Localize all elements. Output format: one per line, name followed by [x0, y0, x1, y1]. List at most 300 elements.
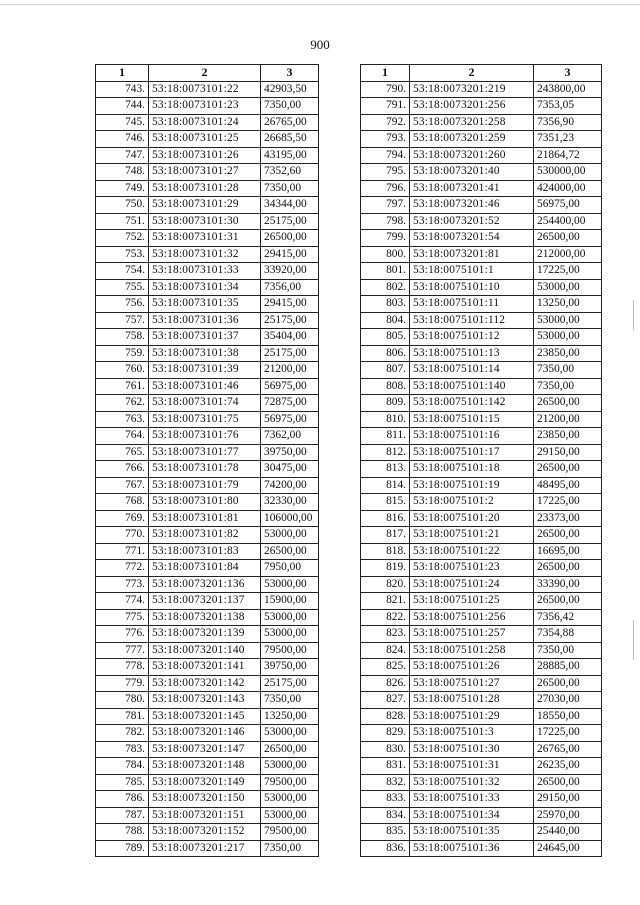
cadastral-value: 56975,00 [261, 378, 319, 395]
cadastral-value: 7350,00 [534, 642, 602, 659]
table-row [96, 164, 319, 181]
row-number: 749. [96, 180, 149, 197]
row-number: 832. [361, 774, 410, 791]
table-row [361, 131, 602, 148]
row-number: 767. [96, 477, 149, 494]
cadastral-value: 26500,00 [534, 593, 602, 610]
row-number: 773. [96, 576, 149, 593]
table-row [361, 609, 602, 626]
cadastral-number: 53:18:0073201:219 [410, 81, 534, 98]
cadastral-value: 48495,00 [534, 477, 602, 494]
row-number: 758. [96, 329, 149, 346]
row-number: 834. [361, 807, 410, 824]
cadastral-value: 26765,00 [534, 741, 602, 758]
table-row [96, 197, 319, 214]
table-row [96, 576, 319, 593]
header-col-number: 1 [96, 65, 149, 82]
cadastral-number: 53:18:0075101:34 [410, 807, 534, 824]
row-number: 750. [96, 197, 149, 214]
row-number: 796. [361, 180, 410, 197]
cadastral-value: 21864,72 [534, 147, 602, 164]
row-number: 759. [96, 345, 149, 362]
cadastral-number: 53:18:0073201:256 [410, 98, 534, 115]
row-number: 765. [96, 444, 149, 461]
row-number: 797. [361, 197, 410, 214]
row-number: 805. [361, 329, 410, 346]
cadastral-value: 53000,00 [534, 279, 602, 296]
cadastral-value: 33920,00 [261, 263, 319, 280]
table-row [361, 395, 602, 412]
cadastral-value: 53000,00 [261, 576, 319, 593]
table-row [96, 312, 319, 329]
cadastral-value: 25440,00 [534, 824, 602, 841]
cadastral-value: 21200,00 [261, 362, 319, 379]
cadastral-number: 53:18:0073201:147 [149, 741, 261, 758]
cadastral-value: 16695,00 [534, 543, 602, 560]
table-row [361, 576, 602, 593]
cadastral-value: 26685,50 [261, 131, 319, 148]
row-number: 804. [361, 312, 410, 329]
cadastral-number: 53:18:0073201:150 [149, 791, 261, 808]
left-parcel-table [95, 64, 319, 857]
row-number: 810. [361, 411, 410, 428]
cadastral-number: 53:18:0075101:26 [410, 659, 534, 676]
row-number: 748. [96, 164, 149, 181]
table-row [361, 807, 602, 824]
cadastral-number: 53:18:0075101:15 [410, 411, 534, 428]
cadastral-number: 53:18:0073201:41 [410, 180, 534, 197]
cadastral-value: 18550,00 [534, 708, 602, 725]
cadastral-number: 53:18:0073201:136 [149, 576, 261, 593]
cadastral-value: 7350,00 [534, 362, 602, 379]
table-row [361, 494, 602, 511]
table-row [96, 725, 319, 742]
cadastral-number: 53:18:0073201:142 [149, 675, 261, 692]
cadastral-value: 27030,00 [534, 692, 602, 709]
cadastral-value: 25175,00 [261, 312, 319, 329]
cadastral-value: 13250,00 [534, 296, 602, 313]
cadastral-value: 17225,00 [534, 263, 602, 280]
table-row [361, 510, 602, 527]
cadastral-number: 53:18:0073101:84 [149, 560, 261, 577]
cadastral-number: 53:18:0075101:11 [410, 296, 534, 313]
table-row [96, 642, 319, 659]
table-row [361, 840, 602, 857]
cadastral-number: 53:18:0073201:146 [149, 725, 261, 742]
row-number: 819. [361, 560, 410, 577]
cadastral-value: 7350,00 [261, 840, 319, 857]
cadastral-value: 53000,00 [261, 725, 319, 742]
table-row [361, 642, 602, 659]
table-row [361, 692, 602, 709]
cadastral-value: 28885,00 [534, 659, 602, 676]
row-number: 774. [96, 593, 149, 610]
row-number: 752. [96, 230, 149, 247]
cadastral-number: 53:18:0073101:32 [149, 246, 261, 263]
scan-top-edge-line [0, 4, 640, 5]
row-number: 821. [361, 593, 410, 610]
row-number: 776. [96, 626, 149, 643]
cadastral-value: 34344,00 [261, 197, 319, 214]
cadastral-number: 53:18:0073201:141 [149, 659, 261, 676]
cadastral-value: 33390,00 [534, 576, 602, 593]
cadastral-value: 29150,00 [534, 444, 602, 461]
row-number: 824. [361, 642, 410, 659]
row-number: 825. [361, 659, 410, 676]
cadastral-number: 53:18:0075101:112 [410, 312, 534, 329]
row-number: 791. [361, 98, 410, 115]
cadastral-number: 53:18:0075101:25 [410, 593, 534, 610]
table-row [361, 774, 602, 791]
cadastral-number: 53:18:0073101:75 [149, 411, 261, 428]
table-row [96, 362, 319, 379]
table-row [361, 213, 602, 230]
row-number: 766. [96, 461, 149, 478]
table-row [96, 824, 319, 841]
cadastral-number: 53:18:0073201:259 [410, 131, 534, 148]
cadastral-value: 26765,00 [261, 114, 319, 131]
row-number: 827. [361, 692, 410, 709]
cadastral-value: 26500,00 [534, 774, 602, 791]
header-col-cadastral: 2 [149, 65, 261, 82]
table-row [96, 543, 319, 560]
table-row [96, 230, 319, 247]
cadastral-value: 42903,50 [261, 81, 319, 98]
table-row [361, 180, 602, 197]
table-row [96, 378, 319, 395]
table-row [361, 725, 602, 742]
cadastral-number: 53:18:0073101:82 [149, 527, 261, 544]
cadastral-number: 53:18:0075101:22 [410, 543, 534, 560]
cadastral-number: 53:18:0075101:35 [410, 824, 534, 841]
table-row [361, 791, 602, 808]
table-row [96, 774, 319, 791]
cadastral-value: 29415,00 [261, 246, 319, 263]
cadastral-number: 53:18:0073201:260 [410, 147, 534, 164]
row-number: 757. [96, 312, 149, 329]
row-number: 813. [361, 461, 410, 478]
table-row [361, 444, 602, 461]
cadastral-value: 530000,00 [534, 164, 602, 181]
row-number: 756. [96, 296, 149, 313]
row-number: 755. [96, 279, 149, 296]
row-number: 793. [361, 131, 410, 148]
cadastral-number: 53:18:0073201:152 [149, 824, 261, 841]
row-number: 787. [96, 807, 149, 824]
row-number: 786. [96, 791, 149, 808]
cadastral-number: 53:18:0075101:27 [410, 675, 534, 692]
cadastral-number: 53:18:0075101:28 [410, 692, 534, 709]
cadastral-number: 53:18:0073101:80 [149, 494, 261, 511]
row-number: 809. [361, 395, 410, 412]
table-row [361, 312, 602, 329]
row-number: 823. [361, 626, 410, 643]
cadastral-number: 53:18:0073101:35 [149, 296, 261, 313]
cadastral-number: 53:18:0075101:29 [410, 708, 534, 725]
table-row [96, 246, 319, 263]
row-number: 782. [96, 725, 149, 742]
cadastral-value: 7354,88 [534, 626, 602, 643]
cadastral-number: 53:18:0073101:83 [149, 543, 261, 560]
cadastral-number: 53:18:0073201:40 [410, 164, 534, 181]
row-number: 815. [361, 494, 410, 511]
cadastral-value: 53000,00 [534, 329, 602, 346]
row-number: 744. [96, 98, 149, 115]
cadastral-number: 53:18:0075101:21 [410, 527, 534, 544]
cadastral-number: 53:18:0073201:138 [149, 609, 261, 626]
row-number: 772. [96, 560, 149, 577]
cadastral-number: 53:18:0075101:32 [410, 774, 534, 791]
table-row [96, 428, 319, 445]
cadastral-number: 53:18:0073101:30 [149, 213, 261, 230]
cadastral-value: 7362,00 [261, 428, 319, 445]
cadastral-value: 26500,00 [534, 560, 602, 577]
header-col-value: 3 [261, 65, 319, 82]
table-row [361, 378, 602, 395]
table-row [96, 279, 319, 296]
cadastral-number: 53:18:0073201:145 [149, 708, 261, 725]
cadastral-value: 26500,00 [261, 543, 319, 560]
row-number: 761. [96, 378, 149, 395]
table-row [96, 626, 319, 643]
row-number: 802. [361, 279, 410, 296]
table-row [361, 461, 602, 478]
row-number: 820. [361, 576, 410, 593]
cadastral-value: 26500,00 [261, 230, 319, 247]
row-number: 828. [361, 708, 410, 725]
left-table-body [96, 81, 319, 857]
cadastral-value: 424000,00 [534, 180, 602, 197]
cadastral-value: 53000,00 [261, 758, 319, 775]
cadastral-number: 53:18:0075101:140 [410, 378, 534, 395]
cadastral-value: 56975,00 [261, 411, 319, 428]
table-row [96, 444, 319, 461]
row-number: 760. [96, 362, 149, 379]
cadastral-number: 53:18:0073101:29 [149, 197, 261, 214]
row-number: 830. [361, 741, 410, 758]
row-number: 831. [361, 758, 410, 775]
cadastral-value: 26500,00 [534, 675, 602, 692]
table-row [96, 263, 319, 280]
row-number: 747. [96, 147, 149, 164]
table-row [361, 329, 602, 346]
row-number: 770. [96, 527, 149, 544]
cadastral-value: 29415,00 [261, 296, 319, 313]
cadastral-number: 53:18:0075101:142 [410, 395, 534, 412]
table-row [96, 81, 319, 98]
row-number: 790. [361, 81, 410, 98]
table-row [361, 593, 602, 610]
cadastral-value: 7352,60 [261, 164, 319, 181]
cadastral-number: 53:18:0073101:22 [149, 81, 261, 98]
row-number: 751. [96, 213, 149, 230]
cadastral-value: 25175,00 [261, 345, 319, 362]
cadastral-value: 79500,00 [261, 824, 319, 841]
cadastral-number: 53:18:0073101:27 [149, 164, 261, 181]
cadastral-number: 53:18:0073101:79 [149, 477, 261, 494]
cadastral-value: 26235,00 [534, 758, 602, 775]
row-number: 800. [361, 246, 410, 263]
cadastral-number: 53:18:0073101:26 [149, 147, 261, 164]
row-number: 753. [96, 246, 149, 263]
cadastral-number: 53:18:0073101:38 [149, 345, 261, 362]
row-number: 808. [361, 378, 410, 395]
cadastral-value: 7356,90 [534, 114, 602, 131]
row-number: 784. [96, 758, 149, 775]
cadastral-number: 53:18:0073101:46 [149, 378, 261, 395]
row-number: 768. [96, 494, 149, 511]
cadastral-number: 53:18:0073201:54 [410, 230, 534, 247]
cadastral-value: 30475,00 [261, 461, 319, 478]
row-number: 777. [96, 642, 149, 659]
cadastral-number: 53:18:0073101:37 [149, 329, 261, 346]
cadastral-number: 53:18:0075101:30 [410, 741, 534, 758]
cadastral-value: 7950,00 [261, 560, 319, 577]
table-row [361, 758, 602, 775]
cadastral-value: 13250,00 [261, 708, 319, 725]
row-number: 801. [361, 263, 410, 280]
cadastral-value: 29150,00 [534, 791, 602, 808]
row-number: 781. [96, 708, 149, 725]
row-number: 822. [361, 609, 410, 626]
table-row [96, 131, 319, 148]
row-number: 806. [361, 345, 410, 362]
cadastral-value: 43195,00 [261, 147, 319, 164]
row-number: 811. [361, 428, 410, 445]
cadastral-number: 53:18:0073201:52 [410, 213, 534, 230]
table-row [96, 675, 319, 692]
cadastral-number: 53:18:0073201:143 [149, 692, 261, 709]
row-number: 762. [96, 395, 149, 412]
cadastral-value: 7353,05 [534, 98, 602, 115]
cadastral-number: 53:18:0073201:149 [149, 774, 261, 791]
table-row [96, 329, 319, 346]
table-row [96, 395, 319, 412]
row-number: 803. [361, 296, 410, 313]
cadastral-value: 25175,00 [261, 213, 319, 230]
cadastral-number: 53:18:0073201:140 [149, 642, 261, 659]
table-row [361, 98, 602, 115]
table-row [96, 791, 319, 808]
right-parcel-table [360, 64, 602, 857]
cadastral-number: 53:18:0075101:3 [410, 725, 534, 742]
cadastral-number: 53:18:0073201:148 [149, 758, 261, 775]
cadastral-value: 7350,00 [261, 180, 319, 197]
row-number: 778. [96, 659, 149, 676]
row-number: 769. [96, 510, 149, 527]
cadastral-value: 79500,00 [261, 774, 319, 791]
cadastral-number: 53:18:0075101:20 [410, 510, 534, 527]
cadastral-number: 53:18:0073201:139 [149, 626, 261, 643]
row-number: 745. [96, 114, 149, 131]
cadastral-number: 53:18:0073101:34 [149, 279, 261, 296]
right-table-body [361, 81, 602, 857]
row-number: 836. [361, 840, 410, 857]
cadastral-number: 53:18:0073101:76 [149, 428, 261, 445]
table-row [96, 494, 319, 511]
row-number: 779. [96, 675, 149, 692]
cadastral-value: 53000,00 [261, 609, 319, 626]
cadastral-value: 72875,00 [261, 395, 319, 412]
row-number: 785. [96, 774, 149, 791]
table-row [361, 197, 602, 214]
table-header-row [96, 65, 319, 82]
table-row [96, 411, 319, 428]
table-row [361, 824, 602, 841]
table-row [361, 263, 602, 280]
scan-margin-mark [633, 620, 634, 660]
header-col-cadastral: 2 [410, 65, 534, 82]
cadastral-number: 53:18:0075101:16 [410, 428, 534, 445]
row-number: 798. [361, 213, 410, 230]
row-number: 829. [361, 725, 410, 742]
table-row [361, 296, 602, 313]
cadastral-number: 53:18:0073101:31 [149, 230, 261, 247]
table-row [361, 741, 602, 758]
cadastral-number: 53:18:0073201:137 [149, 593, 261, 610]
row-number: 763. [96, 411, 149, 428]
cadastral-number: 53:18:0073101:74 [149, 395, 261, 412]
table-row [361, 477, 602, 494]
cadastral-number: 53:18:0075101:1 [410, 263, 534, 280]
cadastral-number: 53:18:0073101:24 [149, 114, 261, 131]
cadastral-number: 53:18:0075101:33 [410, 791, 534, 808]
cadastral-value: 212000,00 [534, 246, 602, 263]
cadastral-number: 53:18:0075101:13 [410, 345, 534, 362]
cadastral-value: 35404,00 [261, 329, 319, 346]
table-row [361, 708, 602, 725]
cadastral-value: 25970,00 [534, 807, 602, 824]
row-number: 764. [96, 428, 149, 445]
row-number: 817. [361, 527, 410, 544]
cadastral-number: 53:18:0073201:81 [410, 246, 534, 263]
row-number: 816. [361, 510, 410, 527]
row-number: 754. [96, 263, 149, 280]
table-row [96, 659, 319, 676]
cadastral-value: 23850,00 [534, 428, 602, 445]
cadastral-value: 7350,00 [534, 378, 602, 395]
cadastral-number: 53:18:0073101:81 [149, 510, 261, 527]
cadastral-number: 53:18:0075101:257 [410, 626, 534, 643]
cadastral-value: 26500,00 [534, 527, 602, 544]
row-number: 814. [361, 477, 410, 494]
table-row [96, 527, 319, 544]
table-row [361, 411, 602, 428]
table-row [361, 81, 602, 98]
table-row [361, 279, 602, 296]
cadastral-value: 32330,00 [261, 494, 319, 511]
cadastral-value: 26500,00 [261, 741, 319, 758]
cadastral-number: 53:18:0073101:36 [149, 312, 261, 329]
table-row [361, 428, 602, 445]
cadastral-value: 106000,00 [261, 510, 319, 527]
cadastral-number: 53:18:0075101:12 [410, 329, 534, 346]
cadastral-value: 24645,00 [534, 840, 602, 857]
table-row [96, 147, 319, 164]
table-row [96, 741, 319, 758]
table-header-row [361, 65, 602, 82]
table-row [96, 461, 319, 478]
cadastral-number: 53:18:0073101:39 [149, 362, 261, 379]
cadastral-number: 53:18:0073201:46 [410, 197, 534, 214]
table-row [96, 692, 319, 709]
row-number: 792. [361, 114, 410, 131]
cadastral-value: 7351,23 [534, 131, 602, 148]
row-number: 799. [361, 230, 410, 247]
table-row [361, 659, 602, 676]
cadastral-value: 79500,00 [261, 642, 319, 659]
table-row [361, 626, 602, 643]
